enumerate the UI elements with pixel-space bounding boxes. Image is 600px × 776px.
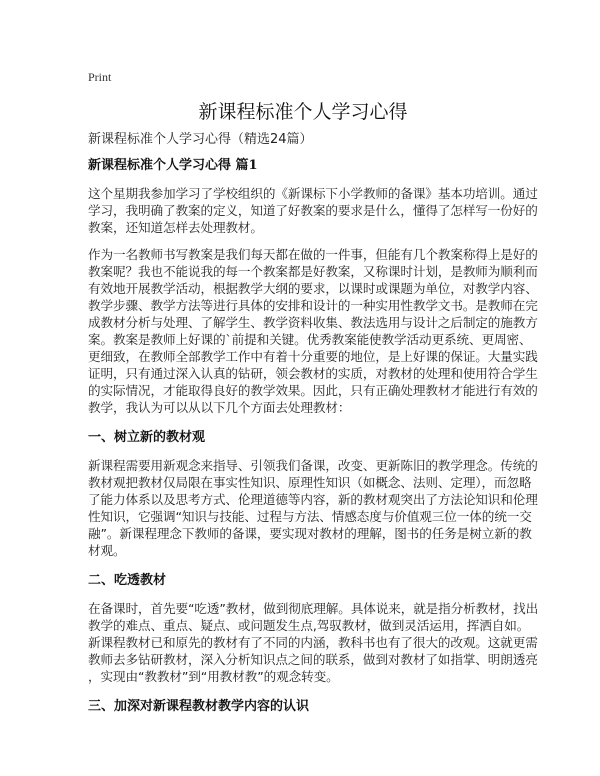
text-line: ，实现由“教教材”到“用教材教”的观念转变。 xyxy=(88,669,339,684)
document-page xyxy=(88,68,539,716)
text-line: 教学步骤、教学方法等进行具体的安排和设计的一种实用性教学文书。是教师在完 xyxy=(88,298,538,313)
section-heading: 一、树立新的教材观 xyxy=(88,430,206,445)
paragraph xyxy=(88,457,538,559)
text-line: 作为一名教师书写教案是我们每天都在做的一件事，但能有几个教案称得上是好的 xyxy=(88,247,538,262)
text-line: 的实际情况，才能取得良好的教学效果。因此，只有正确处理教材才能进行有效的 xyxy=(88,383,538,398)
text-line: 教学的难点、重点、疑点、或问题发生点,驾驭教材，做到灵活运用，挥洒自如。 xyxy=(88,618,530,633)
text-line: 案。教案是教师上好课的`前提和关键。优秀教案能使教学活动更系统、更周密、 xyxy=(88,332,532,347)
text-line: 更细致，在教师全部教学工作中有着十分重要的地位，是上好课的保证。大量实践 xyxy=(88,349,538,364)
text-line: 教案呢？我也不能说我的每一个教案都是好教案，又称课时计划，是教师为顺利而 xyxy=(88,264,538,279)
text-line: 证明，只有通过深入认真的钻研，领会教材的实质，对教材的处理和使用符合学生 xyxy=(88,366,538,381)
document-title: 新课程标准个人学习心得 xyxy=(198,101,408,123)
intro-paragraphs xyxy=(88,185,538,416)
paragraph xyxy=(88,185,538,236)
text-line: 教师去多钻研教材，深入分析知识点之间的联系，做到对教材了如指掌、明朗透亮 xyxy=(88,652,538,667)
section-heading: 二、吃透教材 xyxy=(88,573,167,588)
text-line: 教学，我认为可以从以下几个方面去处理教材： xyxy=(88,400,351,415)
text-line: 新课程教材已和原先的教材有了不同的内涵，教科书也有了很大的改观。这就更需 xyxy=(88,635,538,650)
sections xyxy=(88,429,539,716)
text-line: 这个星期我参加学习了学校组织的《新课标下小学教师的备课》基本功培训。通过 xyxy=(88,186,538,201)
text-line: 在备课时，首先要“吃透”教材，做到彻底理解。具体说来，就是指分析教材，找出 xyxy=(88,601,539,616)
text-line: 教材观把教材仅局限在事实性知识、原理性知识（如概念、法则、定理），而忽略 xyxy=(88,475,532,490)
text-line: 性知识，它强调“知识与技能、过程与方法、情感态度与价值观三位一体的统一交 xyxy=(88,509,532,524)
paragraph xyxy=(88,246,538,416)
text-line: 融”。新课程理念下教师的备课，要实现对教材的理解，图书的任务是树立新的教 xyxy=(88,526,532,541)
article-heading: 新课程标准个人学习心得 篇1 xyxy=(88,158,258,173)
text-line: 材观。 xyxy=(88,543,126,558)
section-heading: 三、加深对新课程教材教学内容的认识 xyxy=(88,699,310,714)
text-line: 学习，我明确了教案的定义，知道了好教案的要求是什么，懂得了怎样写一份好的 xyxy=(88,203,538,218)
paragraph xyxy=(88,600,539,685)
document-subtitle: 新课程标准个人学习心得（精选24篇） xyxy=(88,132,313,147)
text-line: 有效地开展教学活动，根据教学大纲的要求，以课时或课题为单位，对教学内容、 xyxy=(88,281,538,296)
text-line: 了能力体系以及思考方式、伦理道德等内容，新的教材观突出了方法论知识和伦理 xyxy=(88,492,538,507)
print-label[interactable]: Print xyxy=(88,70,112,84)
text-line: 成教材分析与处理、了解学生、教学资料收集、教法选用与设计之后制定的施教方 xyxy=(88,315,538,330)
text-line: 新课程需要用新观念来指导、引领我们备课，改变、更新陈旧的教学理念。传统的 xyxy=(88,458,538,473)
text-line: 教案，还知道怎样去处理教材。 xyxy=(88,220,263,235)
